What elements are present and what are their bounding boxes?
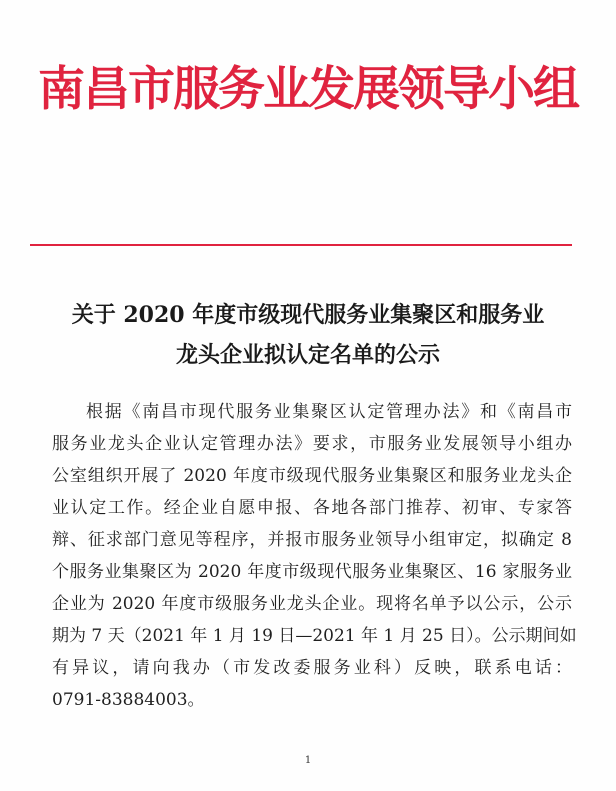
body-line: 辩、征求部门意见等程序，并报市服务业领导小组审定，拟确定 8 <box>52 530 572 550</box>
body-line: 有异议，请向我办（市发改委服务业科）反映，联系电话： <box>52 658 572 678</box>
body-line: 企业为 2020 年度市级服务业龙头企业。现将名单予以公示，公示 <box>52 594 572 614</box>
body-line: 个服务业集聚区为 2020 年度市级现代服务业集聚区、16 家服务业 <box>52 562 572 582</box>
title-line: 龙头企业拟认定名单的公示 <box>175 342 440 368</box>
organization-header: 南昌市服务业发展领导小组 <box>38 62 578 117</box>
body-line: 服务业龙头企业认定管理办法》要求，市服务业发展领导小组办 <box>52 434 572 454</box>
body-line: 业认定工作。经企业自愿申报、各地各部门推荐、初审、专家答 <box>52 498 572 518</box>
page-number: 1 <box>304 755 312 766</box>
body-line: 期为 7 天（2021 年 1 月 19 日—2021 年 1 月 25 日）。公示期间如 <box>52 626 577 646</box>
document-title <box>30 295 586 375</box>
body-line: 公室组织开展了 2020 年度市级现代服务业集聚区和服务业龙头企 <box>52 466 572 486</box>
body-paragraph <box>52 396 577 716</box>
red-divider <box>30 244 572 246</box>
title-line: 关于 2020 年度市级现代服务业集聚区和服务业 <box>71 302 545 328</box>
body-line: 0791-83884003。 <box>52 690 205 710</box>
body-line: 根据《南昌市现代服务业集聚区认定管理办法》和《南昌市 <box>86 402 572 422</box>
